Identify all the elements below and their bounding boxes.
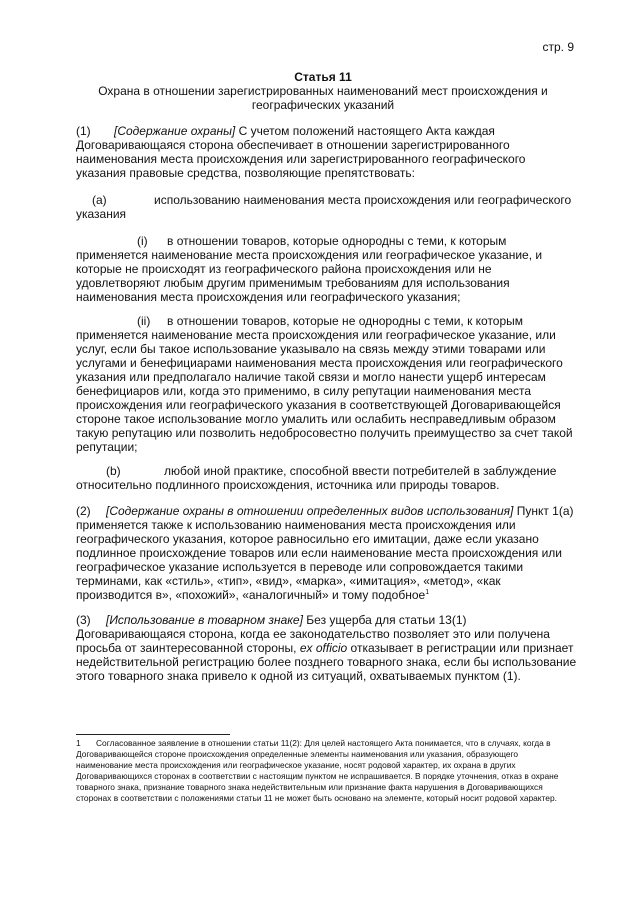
footnote-text: Согласованное заявление в отношении статьи 11(2): Для целей настоящего Акта понимается, что в случаях, когда в Договаривающейся стороне происхождения определенные элементы наименования или указания, образующего наименование места происхождения или географическое указание, носят родовой характер, их охрана в других Договаривающихся сторонах в соответствии с настоящим пунктом не испрашивается. В порядке уточнения, отказ в охране товарного знака, признание товарного знака недействительным или признание факта нарушения в Договаривающихся сторонах в соответствии с положениями статьи 11 не может быть основано на элементе, который носит родовой характер.: [76, 738, 559, 803]
paragraph-2: [76, 504, 578, 602]
subparagraph-b-text: любой иной практике, способной ввести потребителей в заблуждение относительно подлинного происхождения, источника или природы товаров.: [76, 464, 557, 492]
paragraph-3-number: (3): [76, 613, 91, 627]
paragraph-3-ex-officio: ex officio: [299, 641, 348, 655]
footnote-number: 1: [76, 738, 81, 748]
item-i: [76, 234, 578, 304]
subparagraph-b: [76, 464, 578, 492]
paragraph-1-number: (1): [76, 124, 91, 138]
paragraph-1-text: С учетом положений настоящего Акта каждая Договаривающаяся сторона обеспечивает в отношении зарегистрированного наименования места происхождения или зарегистрированного географического указания правовые средства, позволяющие препятствовать:: [76, 124, 526, 180]
item-ii: [76, 314, 578, 454]
footnote: [76, 738, 576, 803]
footnote-reference[interactable]: 1: [425, 589, 430, 596]
paragraph-3: [76, 613, 578, 683]
paragraph-3-heading: [Использование в товарном знаке]: [106, 613, 303, 627]
paragraph-2-heading: [Содержание охраны в отношении определенных видов использования]: [106, 504, 514, 518]
item-ii-text: в отношении товаров, которые не однородны с теми, к которым применяется наименование места происхождения или географическое указание, или услуг, если бы такое использование указывало на связь между этими товарами или услугами и бенефициарами наименования места происхождения или географического указания или предполагало наличие такой связи и могло нанести ущерб интересам бенефициаров или, когда это применимо, в силу репутации наименования места происхождения или географического указания в соответствующей Договаривающейся стороне такое использование могло умалить или ослабить несправедливым образом такую репутацию или позволить недобросовестно получить преимущество за счет такой репутации;: [76, 314, 573, 454]
subparagraph-a-text: использованию наименования места происхождения или географического указания: [76, 193, 572, 221]
paragraph-2-text: Пункт 1(a) применяется также к использованию наименования места происхождения или географического указания, которое равносильно его имитации, даже если указано подлинное происхождение товаров или если наименование места происхождения или географическое указание используется в переводе или сопровождается такими терминами, как «стиль», «тип», «вид», «марка», «имитация», «метод», «как производится в», «похожий», «аналогичный» и тому подобное: [76, 504, 574, 602]
paragraph-3-text-a: Без ущерба для статьи 13(1) Договаривающаяся сторона, когда ее законодательство позволяет это или получена просьба от заинтересованной стороны,: [76, 613, 550, 655]
item-ii-number: (ii): [137, 314, 151, 328]
article-title: Статья 11: [294, 70, 352, 84]
paragraph-3-text-c: отказывает в регистрации или признает недействительной регистрацию более позднего товарного знака, если бы использование этого товарного знака привело к одной из ситуаций, охватываемых пунктом (1).: [76, 641, 577, 683]
article-subtitle: Охрана в отношении зарегистрированных наименований мест происхождения и географических указаний: [98, 84, 548, 112]
item-i-text: в отношении товаров, которые однородны с теми, к которым применяется наименование места происхождения или географическое указание, и которые не происходят из географического района происхождения или не удовлетворяют любым другим применимым требованиям для использования наименования места происхождения или географического указания;: [76, 234, 543, 304]
subparagraph-a-number: (a): [92, 193, 107, 207]
paragraph-1-heading: [Содержание охраны]: [114, 124, 236, 138]
item-i-number: (i): [137, 234, 148, 248]
subparagraph-a: [76, 193, 578, 221]
paragraph-2-number: (2): [76, 504, 91, 518]
page-number: стр. 9: [542, 40, 574, 54]
paragraph-1: [76, 124, 578, 180]
footnote-divider: [76, 734, 230, 735]
article-heading: [76, 70, 570, 112]
subparagraph-b-number: (b): [106, 464, 121, 478]
